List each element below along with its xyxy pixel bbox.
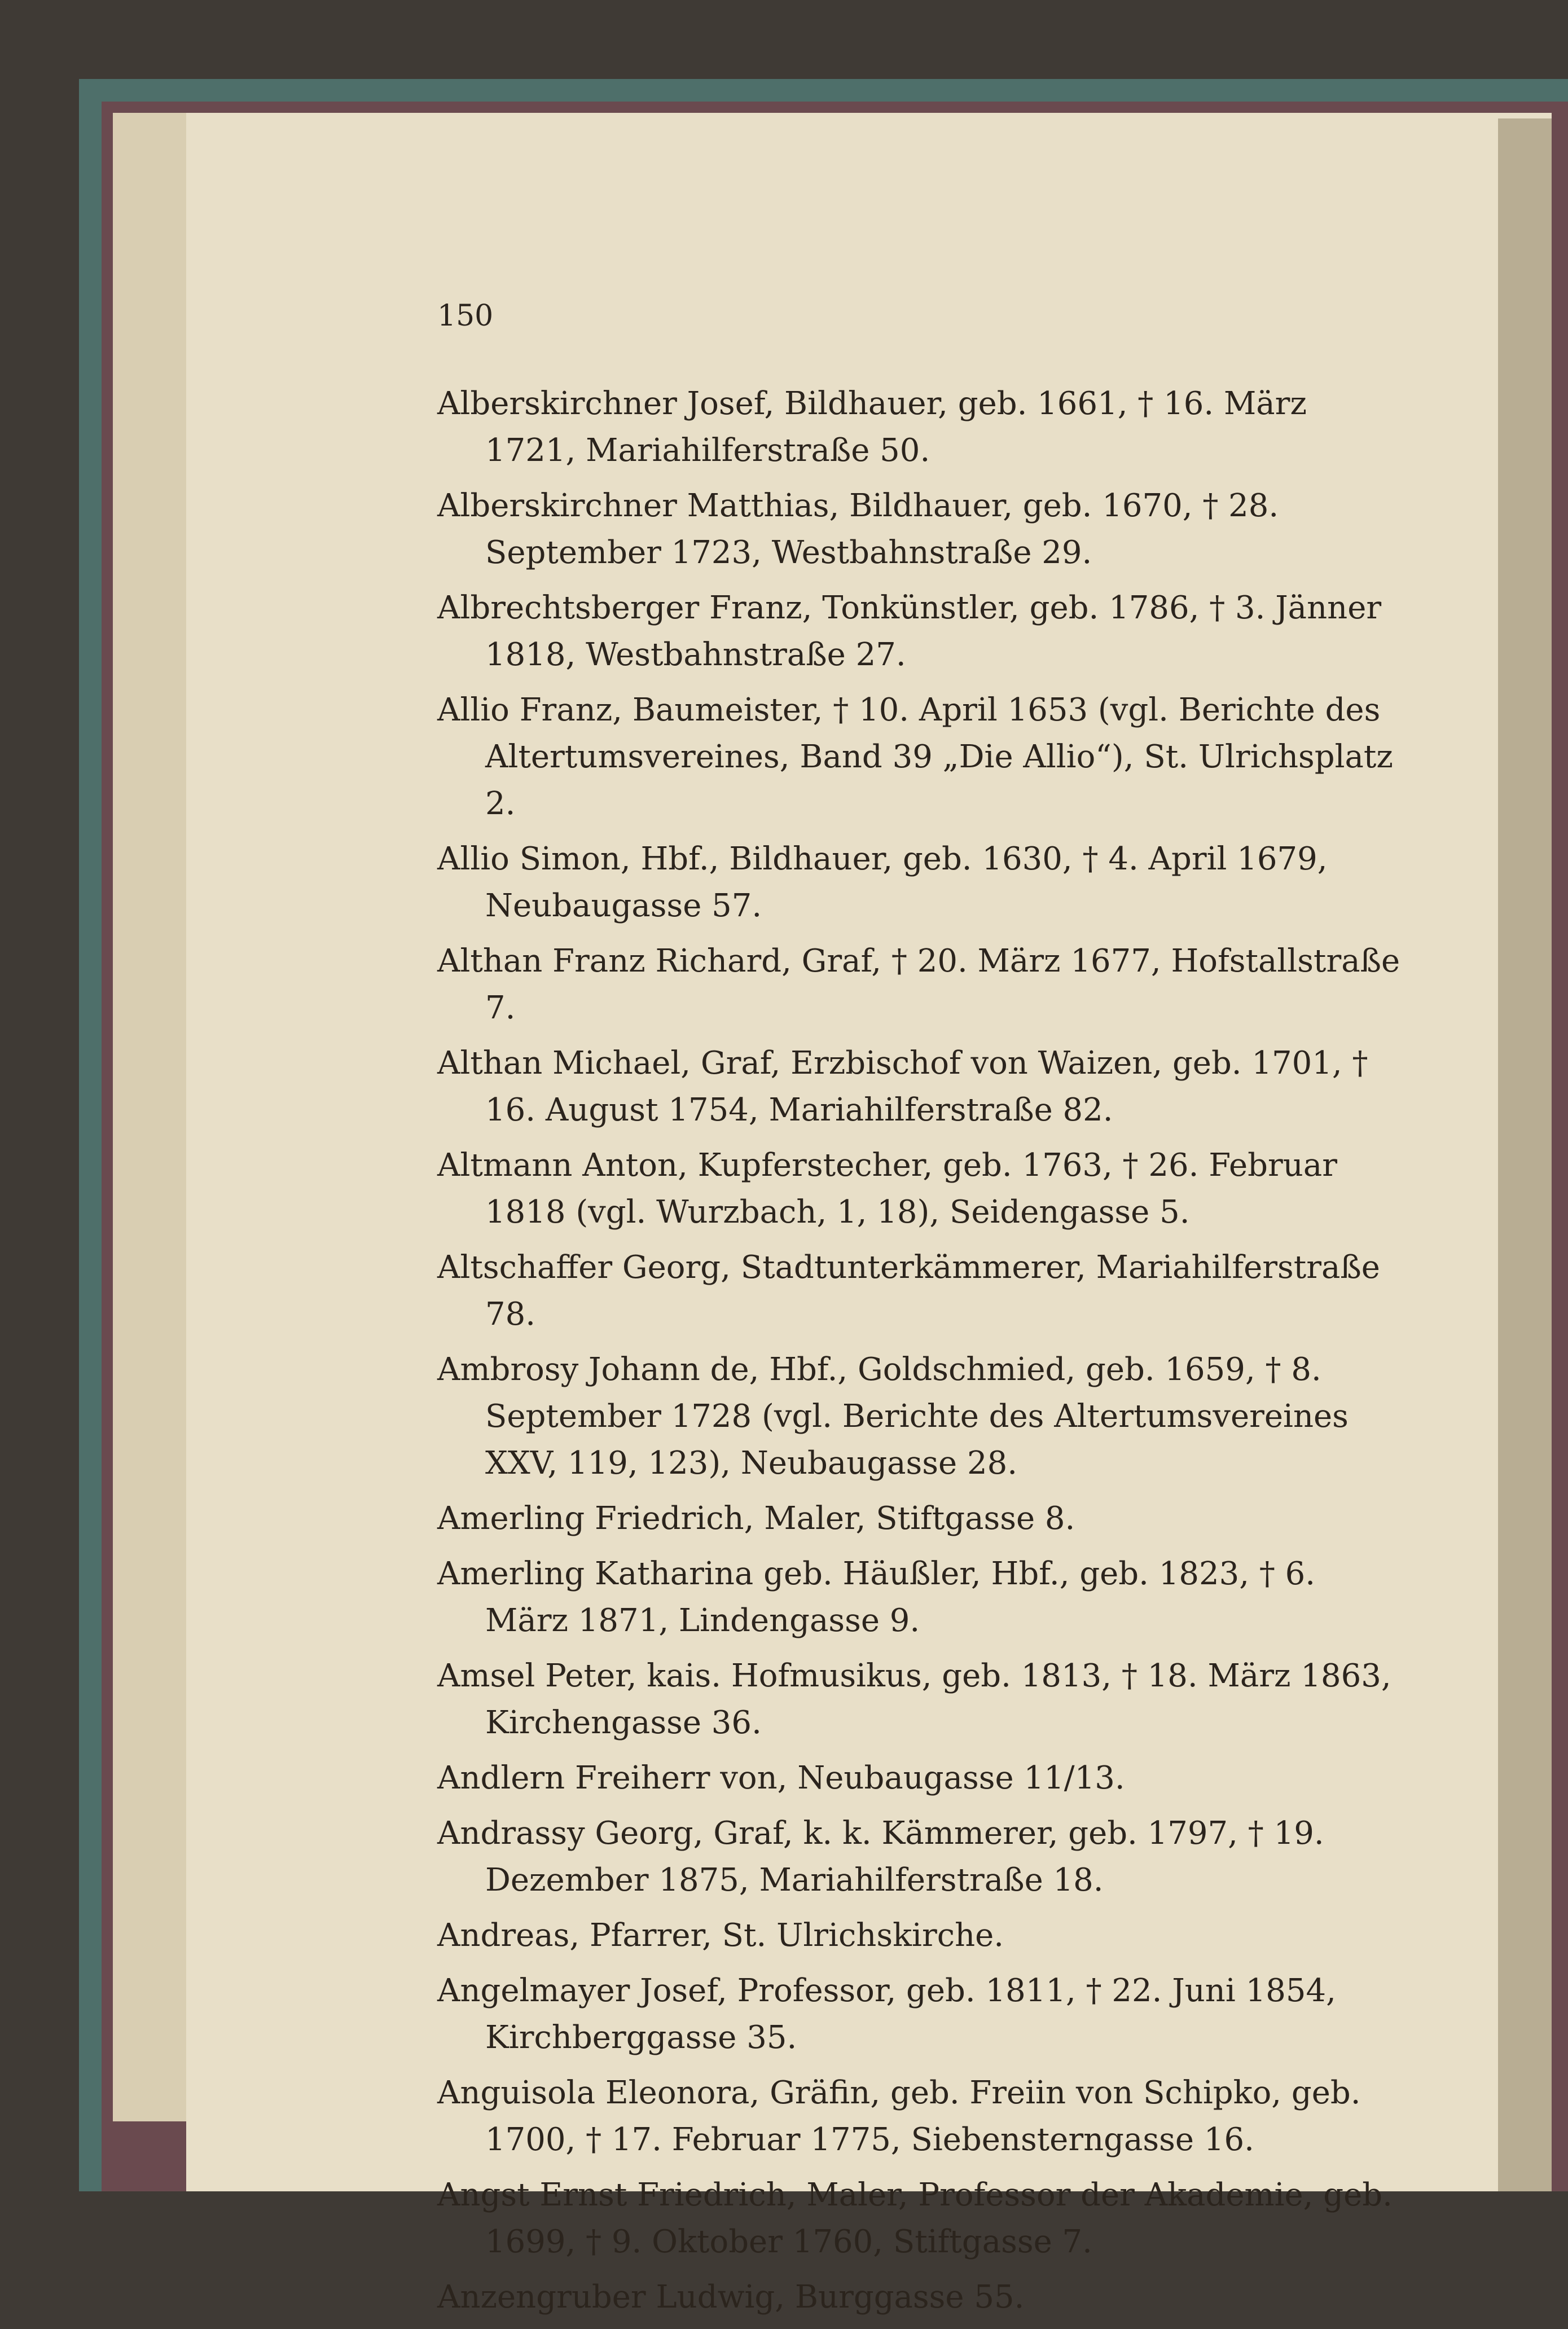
index-entry: Alberskirchner Josef, Bildhauer, geb. 1661, † 16. März 1721, Mariahilferstraße 50.: [437, 385, 1307, 469]
index-entry: Anguisola Eleonora, Gräfin, geb. Freiin von Schipko, geb. 1700, † 17. Februar 1775, Siebensterngasse 16.: [437, 2075, 1361, 2158]
index-entry: Althan Franz Richard, Graf, † 20. März 1677, Hofstallstraße 7.: [437, 943, 1400, 1026]
index-entry: Andrassy Georg, Graf, k. k. Kämmerer, geb. 1797, † 19. Dezember 1875, Mariahilferstraße 18.: [437, 1815, 1324, 1899]
page-number: 150: [437, 299, 494, 333]
index-entry: Angelmayer Josef, Professor, geb. 1811, † 22. Juni 1854, Kirchberggasse 35.: [437, 1972, 1336, 2056]
text-block: [437, 299, 1401, 2329]
index-entry: Allio Simon, Hbf., Bildhauer, geb. 1630, † 4. April 1679, Neubaugasse 57.: [437, 841, 1328, 924]
index-entry: Allio Franz, Baumeister, † 10. April 1653 (vgl. Berichte des Altertumsvereines, Band 39 „Die Allio“), St. Ulrichsplatz 2.: [437, 692, 1393, 822]
index-entry: Anzengruber Ludwig, Burggasse 55.: [437, 2279, 1025, 2315]
index-entry: Angst Ernst Friedrich, Maler, Professor der Akademie, geb. 1699, † 9. Oktober 1760, Stiftgasse 7.: [437, 2177, 1393, 2260]
page-gutter: [1498, 118, 1552, 2191]
index-entry: Amsel Peter, kais. Hofmusikus, geb. 1813, † 18. März 1863, Kirchengasse 36.: [437, 1658, 1391, 1741]
index-entry: Andlern Freiherr von, Neubaugasse 11/13.: [437, 1760, 1125, 1796]
page-edges: [113, 113, 192, 2121]
index-entry: Amerling Katharina geb. Häußler, Hbf., geb. 1823, † 6. März 1871, Lindengasse 9.: [437, 1555, 1316, 1639]
index-entry: Albrechtsberger Franz, Tonkünstler, geb. 1786, † 3. Jänner 1818, Westbahnstraße 27.: [437, 590, 1382, 673]
index-entry: Altmann Anton, Kupferstecher, geb. 1763, † 26. Februar 1818 (vgl. Wurzbach, 1, 18), Seidengasse 5.: [437, 1147, 1337, 1231]
index-entry: Amerling Friedrich, Maler, Stiftgasse 8.: [437, 1500, 1075, 1537]
index-entry: Ambrosy Johann de, Hbf., Goldschmied, geb. 1659, † 8. September 1728 (vgl. Berichte des Altertumsvereines XXV, 119, 123), Neubaugasse 28.: [437, 1351, 1349, 1482]
index-entry: Alberskirchner Matthias, Bildhauer, geb. 1670, † 28. September 1723, Westbahnstraße 29.: [437, 487, 1279, 571]
index-entry: Altschaffer Georg, Stadtunterkämmerer, Mariahilferstraße 78.: [437, 1249, 1380, 1333]
index-entry: Andreas, Pfarrer, St. Ulrichskirche.: [437, 1917, 1004, 1954]
index-entry: Althan Michael, Graf, Erzbischof von Waizen, geb. 1701, † 16. August 1754, Mariahilferstraße 82.: [437, 1045, 1368, 1128]
